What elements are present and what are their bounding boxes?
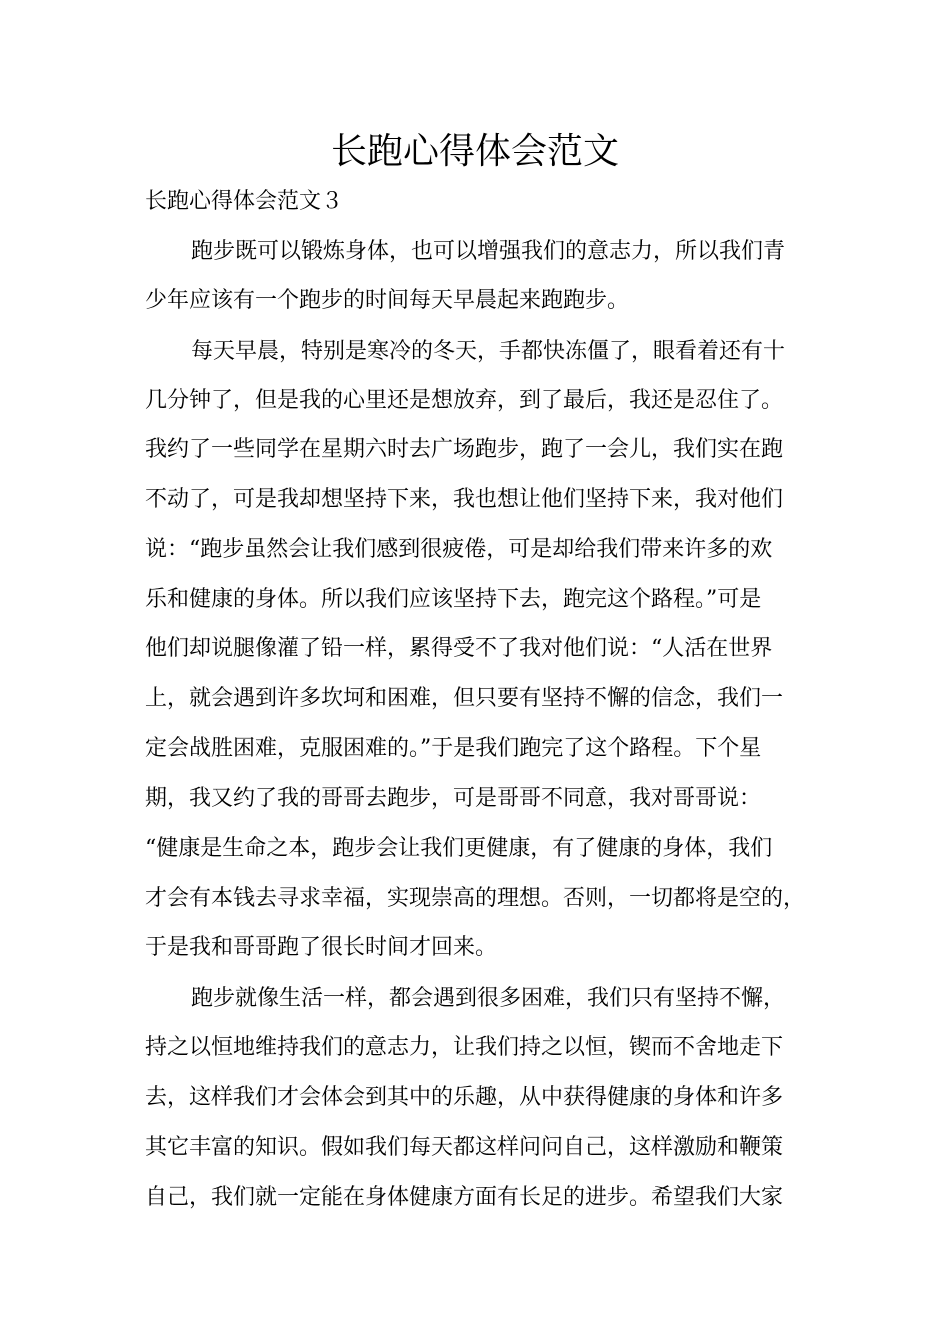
paragraph-line: 才会有本钱去寻求幸福，实现崇高的理想。否则，一切都将是空的，	[145, 886, 806, 911]
paragraph-line: 不动了，可是我却想坚持下来，我也想让他们坚持下来，我对他们	[145, 487, 784, 512]
paragraph-line: 定会战胜困难，克服困难的。”于是我们跑完了这个路程。下个星	[145, 736, 762, 761]
document-subtitle: 长跑心得体会范文３	[145, 189, 344, 214]
paragraph-line: 于是我和哥哥跑了很长时间才回来。	[145, 935, 498, 960]
paragraph-line: 少年应该有一个跑步的时间每天早晨起来跑跑步。	[145, 288, 630, 313]
paragraph-line: 跑步既可以锻炼身体，也可以增强我们的意志力，所以我们青	[191, 239, 786, 264]
paragraph-line: 去，这样我们才会体会到其中的乐趣，从中获得健康的身体和许多	[145, 1085, 784, 1110]
paragraph-line: 其它丰富的知识。假如我们每天都这样问问自己，这样激励和鞭策	[145, 1135, 784, 1160]
paragraph-line: 他们却说腿像灌了铅一样，累得受不了我对他们说：“人活在世界	[145, 636, 773, 661]
paragraph-line: 期，我又约了我的哥哥去跑步，可是哥哥不同意，我对哥哥说：	[145, 786, 762, 811]
paragraph-line: 跑步就像生活一样，都会遇到很多困难，我们只有坚持不懈，	[191, 986, 786, 1011]
paragraph-line: 自己，我们就一定能在身体健康方面有长足的进步。希望我们大家	[145, 1185, 784, 1210]
paragraph-line: 我约了一些同学在星期六时去广场跑步，跑了一会儿，我们实在跑	[145, 437, 784, 462]
document-title: 长跑心得体会范文	[330, 131, 619, 172]
paragraph-line: “健康是生命之本，跑步会让我们更健康，有了健康的身体，我们	[145, 836, 773, 861]
paragraph-line: 乐和健康的身体。所以我们应该坚持下去，跑完这个路程。”可是	[145, 587, 762, 612]
paragraph-line: 持之以恒地维持我们的意志力，让我们持之以恒，锲而不舍地走下	[145, 1035, 784, 1060]
paragraph-line: 上，就会遇到许多坎坷和困难，但只要有坚持不懈的信念，我们一	[145, 686, 784, 711]
paragraph-line: 每天早晨，特别是寒冷的冬天，手都快冻僵了，眼看着还有十	[191, 339, 786, 364]
paragraph-line: 说：“跑步虽然会让我们感到很疲倦，可是却给我们带来许多的欢	[145, 537, 773, 562]
paragraph-line: 几分钟了，但是我的心里还是想放弃，到了最后，我还是忍住了。	[145, 388, 784, 413]
